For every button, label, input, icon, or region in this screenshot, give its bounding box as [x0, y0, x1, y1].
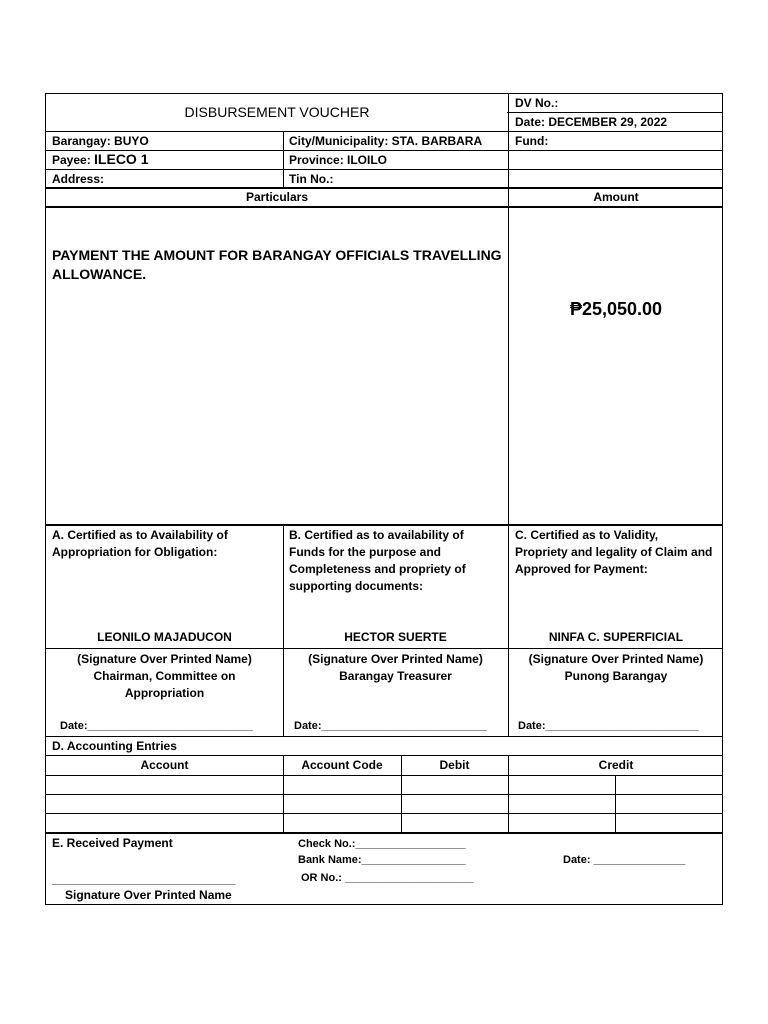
divider	[46, 755, 722, 756]
divider	[615, 775, 616, 832]
cert-b-text: supporting documents:	[289, 579, 423, 593]
divider	[46, 813, 722, 814]
divider	[46, 187, 722, 189]
fund-label: Fund:	[515, 134, 549, 148]
cert-a-text: Appropriation for Obligation:	[52, 545, 218, 559]
tin-label: Tin No.:	[289, 172, 334, 186]
cert-b-date: Date:___________________________	[294, 720, 487, 732]
cert-c-text: Propriety and legality of Claim and	[515, 545, 713, 559]
divider	[46, 169, 722, 170]
col-account-code: Account Code	[301, 758, 383, 772]
amount-header: Amount	[593, 190, 639, 204]
cert-b-signature: (Signature Over Printed Name)	[308, 652, 483, 666]
particulars-header: Particulars	[245, 190, 309, 204]
cert-a-name: LEONILO MAJADUCON	[97, 630, 232, 644]
or-no: OR No.: _____________________	[301, 872, 474, 884]
divider	[46, 524, 722, 526]
voucher-title: DISBURSEMENT VOUCHER	[184, 104, 370, 120]
cert-a-text: A. Certified as to Availability of	[52, 528, 228, 542]
cert-b-text: B. Certified as to availability of	[289, 528, 464, 542]
cert-b-text: Completeness and propriety of	[289, 562, 466, 576]
col-credit: Credit	[598, 758, 634, 772]
particulars-text: PAYMENT THE AMOUNT FOR BARANGAY OFFICIALS TRAVELLING	[52, 247, 502, 263]
divider	[46, 794, 722, 795]
payee-field	[52, 152, 149, 168]
cert-a-position: Chairman, Committee on	[93, 669, 236, 683]
amount-value: ₱25,050.00	[569, 299, 663, 319]
cert-a-date: Date:___________________________	[60, 720, 253, 732]
signature-label: Signature Over Printed Name	[65, 888, 232, 902]
bank-name: Bank Name:_________________	[298, 854, 466, 866]
cert-b-name: HECTOR SUERTE	[344, 630, 447, 644]
check-no: Check No.:__________________	[298, 838, 466, 850]
divider	[46, 131, 722, 132]
date-field: Date: DECEMBER 29, 2022	[515, 115, 668, 129]
particulars-text: ALLOWANCE.	[52, 266, 147, 282]
cert-b-text: Funds for the purpose and	[289, 545, 441, 559]
city-field: City/Municipality: STA. BARBARA	[289, 134, 483, 148]
barangay-field: Barangay: BUYO	[52, 134, 149, 148]
disbursement-voucher-form	[45, 93, 723, 905]
cert-a-position: Appropriation	[124, 686, 205, 700]
cert-c-position: Punong Barangay	[564, 669, 668, 683]
cert-b-position: Barangay Treasurer	[339, 669, 452, 683]
cert-a-signature: (Signature Over Printed Name)	[77, 652, 252, 666]
payee-value: ILECO 1	[94, 151, 149, 167]
divider	[283, 131, 284, 187]
divider	[507, 112, 722, 113]
dv-no-label: DV No.:	[515, 96, 559, 110]
address-label: Address:	[52, 172, 105, 186]
cert-c-date: Date:_________________________	[518, 720, 699, 732]
divider	[46, 832, 722, 834]
divider	[46, 736, 722, 737]
cert-c-signature: (Signature Over Printed Name)	[528, 652, 704, 666]
cert-c-name: NINFA C. SUPERFICIAL	[548, 630, 684, 644]
received-date: Date: _______________	[563, 854, 686, 866]
col-debit: Debit	[439, 758, 470, 772]
province-field: Province: ILOILO	[289, 153, 388, 167]
payee-label: Payee:	[52, 153, 91, 167]
divider	[46, 775, 722, 776]
col-account: Account	[140, 758, 189, 772]
accounting-title: D. Accounting Entries	[52, 739, 177, 753]
divider	[46, 648, 722, 649]
signature-line: ______________________________	[52, 874, 236, 886]
received-title: E. Received Payment	[52, 836, 173, 850]
cert-c-text: Approved for Payment:	[515, 562, 648, 576]
divider	[46, 206, 722, 208]
cert-c-text: C. Certified as to Validity,	[515, 528, 659, 542]
